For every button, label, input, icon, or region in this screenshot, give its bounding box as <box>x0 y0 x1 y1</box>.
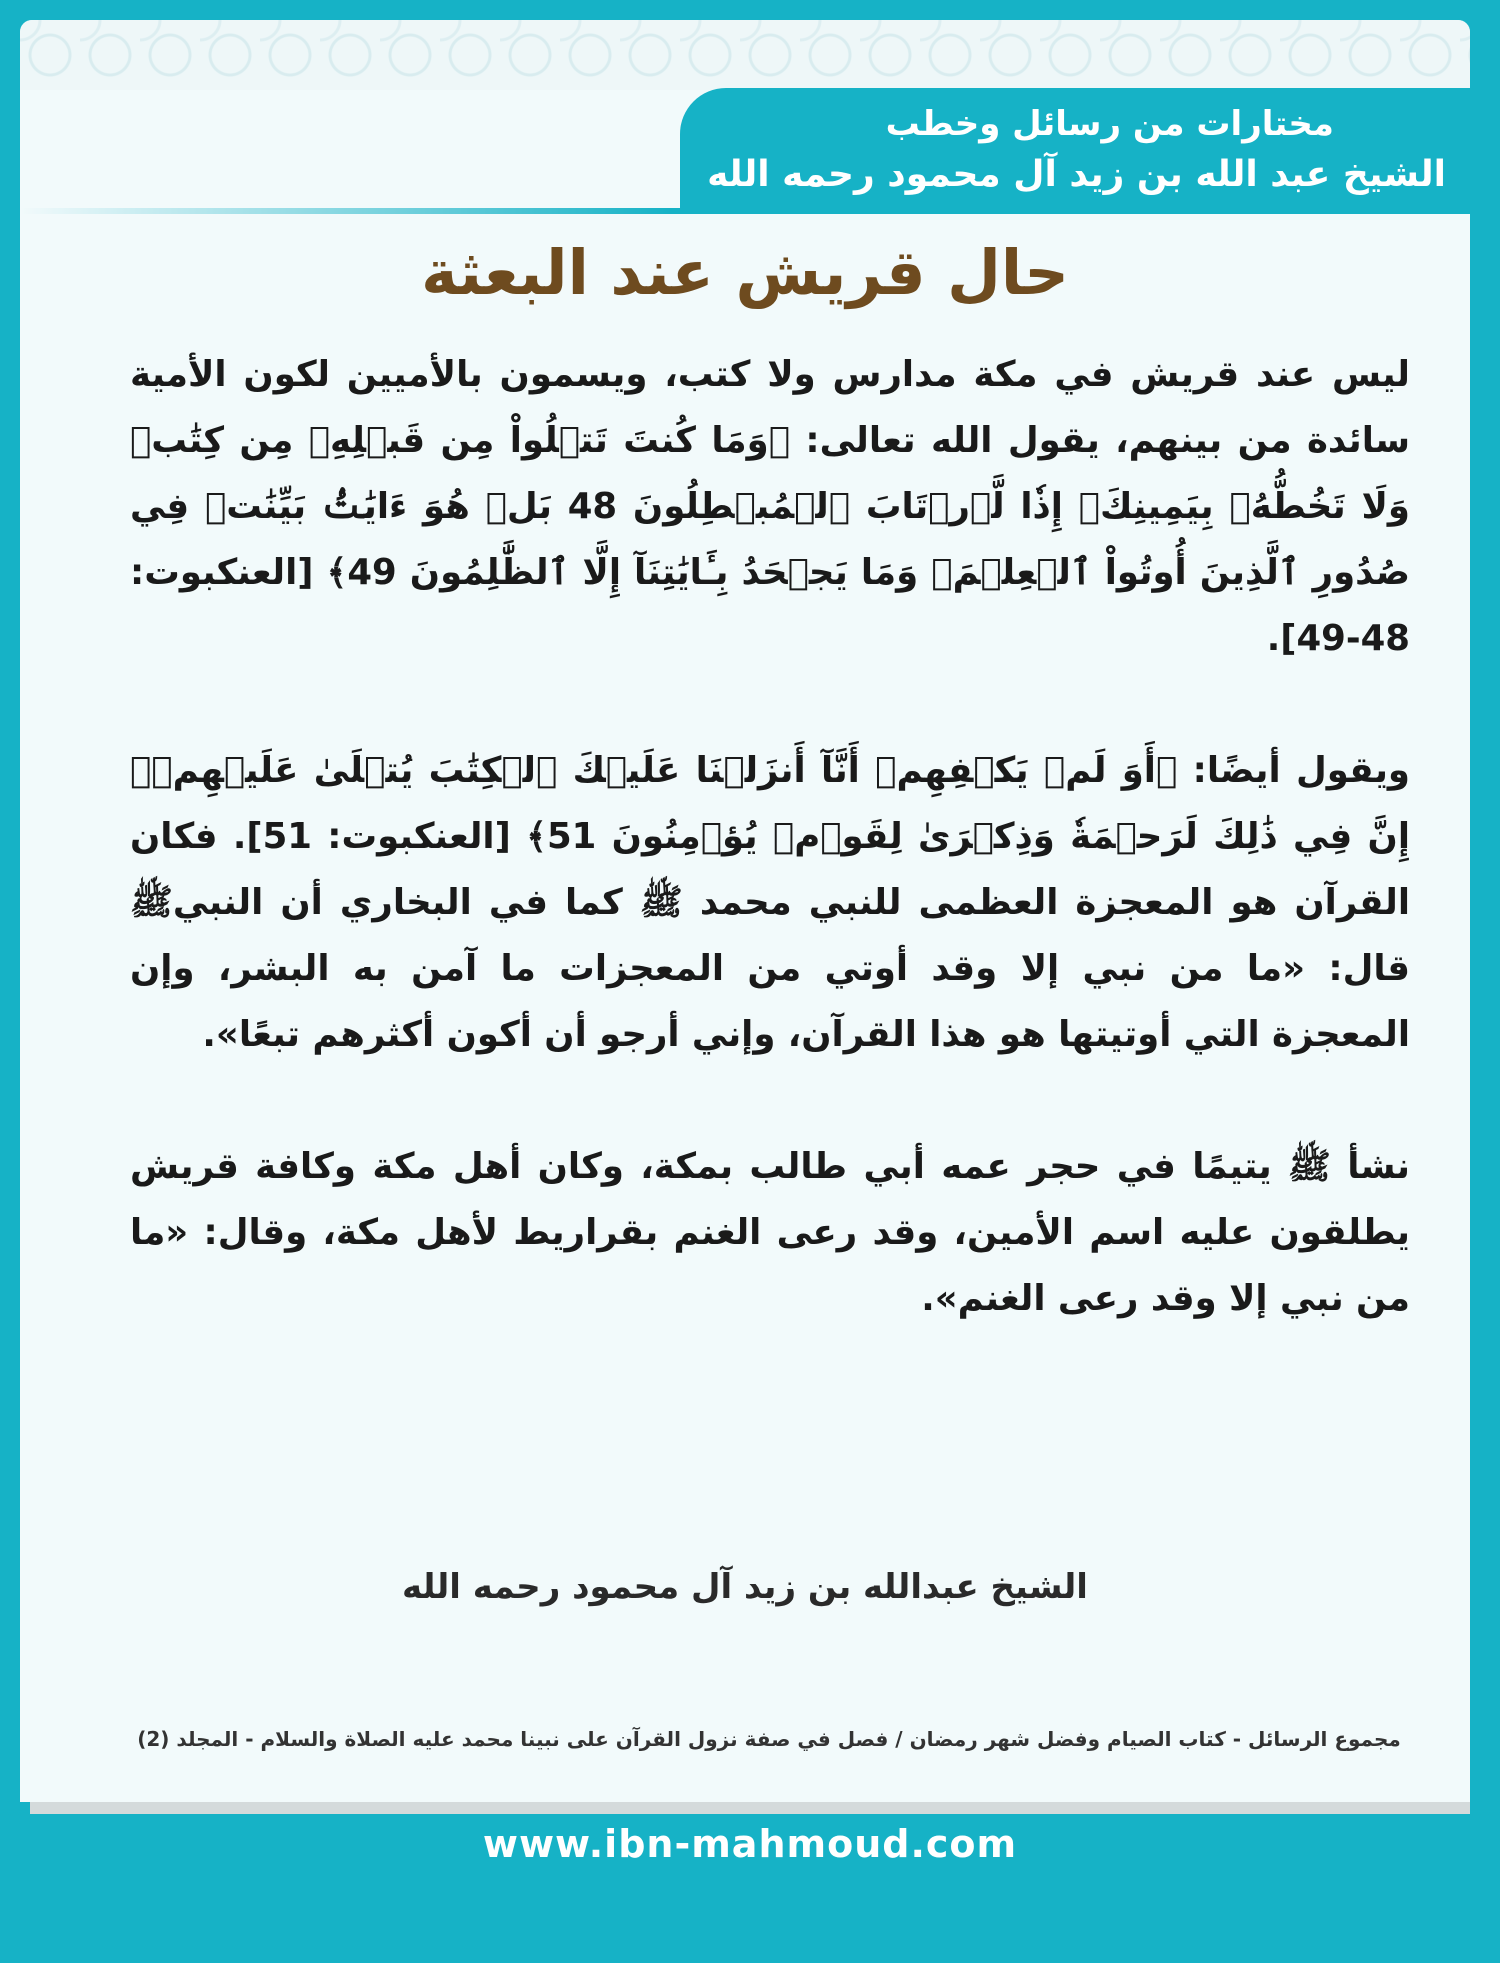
header-divider <box>20 208 1470 214</box>
page-shadow <box>30 1802 1470 1814</box>
header-author: الشيخ عبد الله بن زيد آل محمود رحمه الله <box>707 154 1446 195</box>
source-citation: مجموع الرسائل - كتاب الصيام وفضل شهر رمضان / فصل في صفة نزول القرآن على نبينا محمد عليه الصلاة والسلام - المجلد (2) <box>137 1727 1401 1751</box>
paragraph-2: ويقول أيضًا: ﴿أَوَ لَمۡ يَكۡفِهِمۡ أَنَّآ أَنزَلۡنَا عَلَيۡكَ ٱلۡكِتَٰبَ يُتۡلَىٰ عَلَيۡهِمۡۚ إِنَّ فِي ذَٰلِكَ لَرَحۡمَةٗ وَذِكۡرَىٰ لِقَوۡمٖ يُؤۡمِنُونَ 51﴾ [العنكبوت: 51]. فكان القرآن هو المعجزة العظمى للنبي محمد ﷺ كما في البخاري أن النبيﷺ قال: «ما من نبي إلا وقد أوتي من المعجزات ما آمن به البشر، وإن المعجزة التي أوتيتها هو هذا القرآن، وإني أرجو أن أكون أكثرهم تبعًا». <box>130 750 1410 1055</box>
decorative-pattern <box>20 20 1470 90</box>
paragraph-1: ليس عند قريش في مكة مدارس ولا كتب، ويسمون بالأميين لكون الأمية سائدة من بينهم، يقول الله تعالى: ﴿وَمَا كُنتَ تَتۡلُواْ مِن قَبۡلِهِۦ مِن كِتَٰبٖ وَلَا تَخُطُّهُۥ بِيَمِينِكَۖ إِذٗا لَّٱرۡتَابَ ٱلۡمُبۡطِلُونَ 48 بَلۡ هُوَ ءَايَٰتُۢ بَيِّنَٰتٞ فِي صُدُورِ ٱلَّذِينَ أُوتُواْ ٱلۡعِلۡمَۚ وَمَا يَجۡحَدُ بِـَٔايَٰتِنَآ إِلَّا ٱلظَّٰلِمُونَ 49﴾ [العنكبوت: 48-49]. <box>130 354 1410 659</box>
author-signature: الشيخ عبدالله بن زيد آل محمود رحمه الله <box>402 1567 1088 1607</box>
article-title: حال قريش عند البعثة <box>421 236 1069 309</box>
paragraph-3: نشأ ﷺ يتيمًا في حجر عمه أبي طالب بمكة، وكان أهل مكة وكافة قريش يطلقون عليه اسم الأمين، وقد رعى الغنم بقراريط لأهل مكة، وقال: «ما من نبي إلا وقد رعى الغنم». <box>130 1146 1410 1319</box>
article-body <box>130 342 1410 1398</box>
header-series-title: مختارات من رسائل وخطب <box>885 104 1334 144</box>
website-link[interactable]: www.ibn-mahmoud.com <box>482 1822 1018 1866</box>
page-frame <box>20 20 1470 1802</box>
